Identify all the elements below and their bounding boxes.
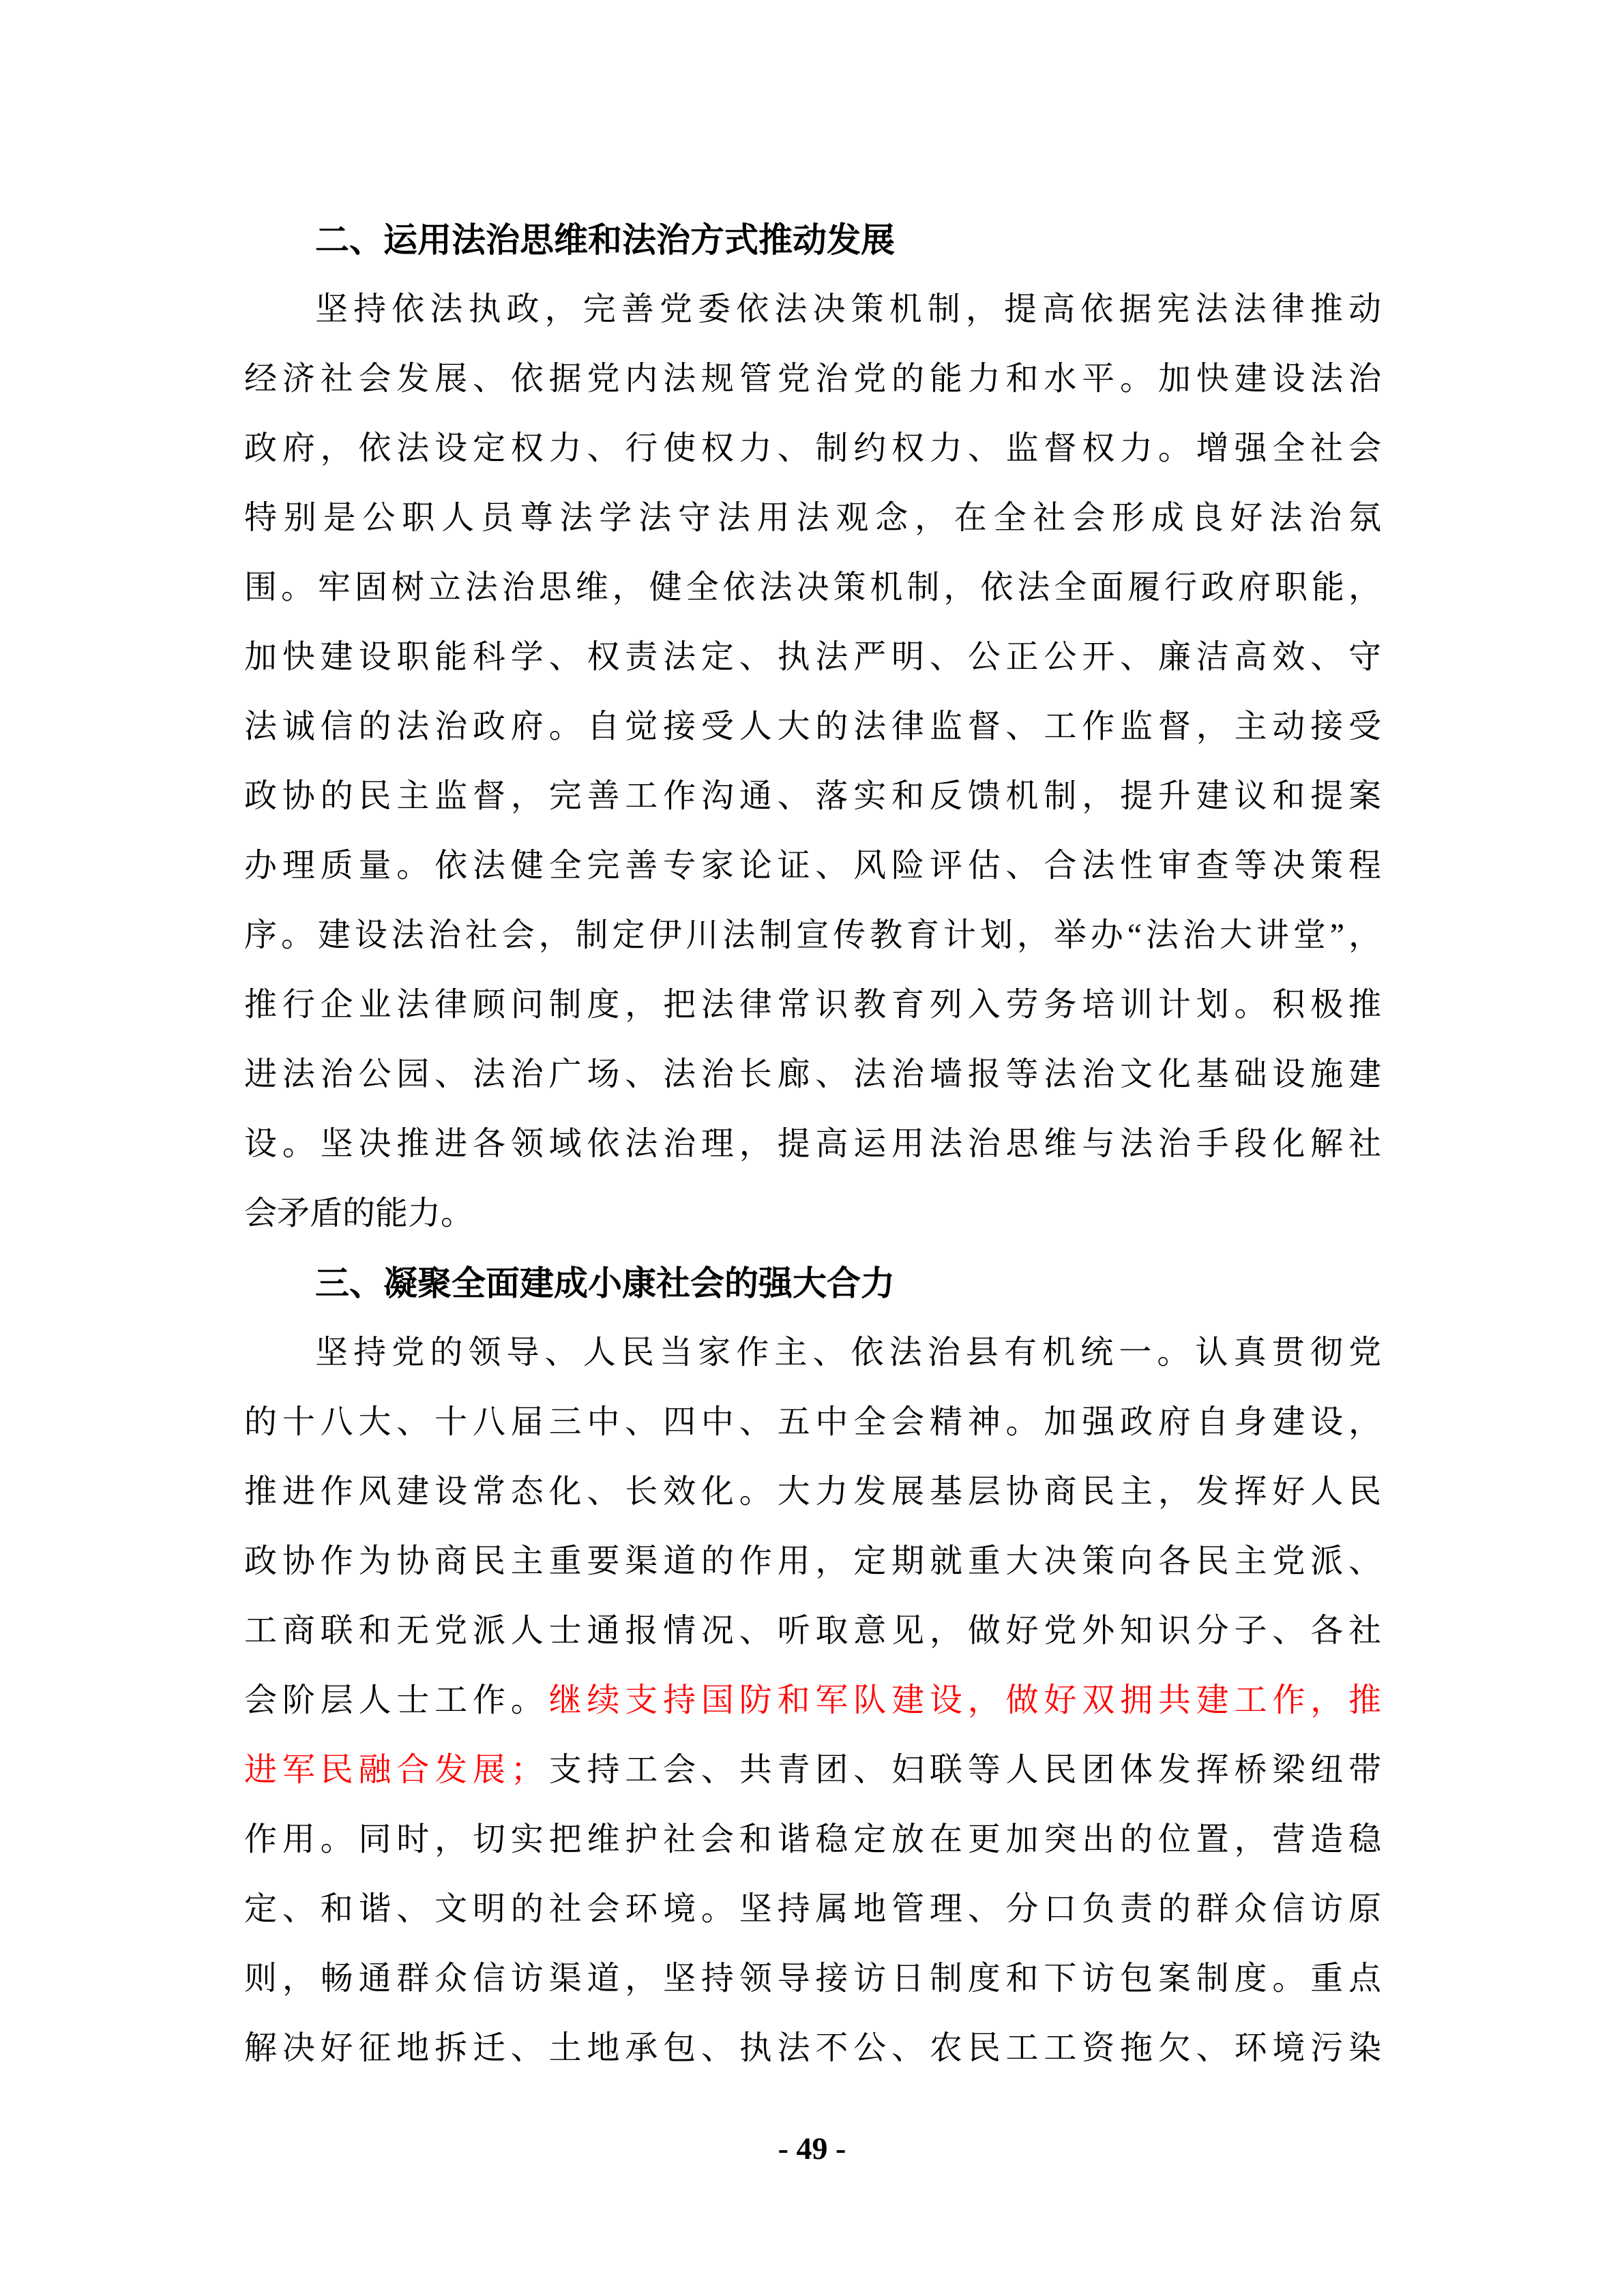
body-line [244, 1666, 1381, 1735]
text-segment: 的十八大、十八届三中、四中、五中全会精神。加强政府自身建设， [244, 1404, 1381, 1440]
text-segment: 序。建设法治社会，制定伊川法制宣传教育计划，举办“法治大讲堂”， [244, 917, 1381, 953]
text-segment: 推进作风建设常态化、长效化。大力发展基层协商民主，发挥好人民 [244, 1474, 1381, 1510]
report-body [244, 205, 1381, 2083]
text-segment: 政府，依法设定权力、行使权力、制约权力、监督权力。增强全社会 [244, 430, 1381, 466]
body-line [244, 1527, 1381, 1596]
body-line [244, 1735, 1381, 1805]
body-line [244, 692, 1381, 762]
text-segment: 政协作为协商民主重要渠道的作用，定期就重大决策向各民主党派、 [244, 1543, 1381, 1579]
text-segment: 坚持党的领导、人民当家作主、依法治县有机统一。认真贯彻党 [315, 1335, 1381, 1371]
text-segment: 加快建设职能科学、权责法定、执法严明、公正公开、廉洁高效、守 [244, 639, 1381, 675]
text-segment: 法诚信的法治政府。自觉接受人大的法律监督、工作监督，主动接受 [244, 709, 1381, 745]
body-line [244, 483, 1381, 553]
section-heading: 三、凝聚全面建成小康社会的强大合力 [315, 1264, 895, 1302]
body-line [244, 1805, 1381, 1875]
body-line [244, 1944, 1381, 2014]
body-line [244, 553, 1381, 623]
text-segment: 解决好征地拆迁、土地承包、执法不公、农民工工资拖欠、环境污染 [244, 2030, 1381, 2066]
text-segment: 坚持依法执政，完善党委依法决策机制，提高依据宪法法律推动 [315, 291, 1381, 327]
body-line [244, 1040, 1381, 1109]
text-segment: 设。坚决推进各领域依法治理，提高运用法治思维与法治手段化解社 [244, 1126, 1381, 1162]
text-segment: 进法治公园、法治广场、法治长廊、法治墙报等法治文化基础设施建 [244, 1056, 1381, 1092]
body-line [244, 1179, 1381, 1249]
text-segment: 定、和谐、文明的社会环境。坚持属地管理、分口负责的群众信访原 [244, 1891, 1381, 1927]
body-line [244, 831, 1381, 901]
body-line [244, 1457, 1381, 1527]
body-line [244, 414, 1381, 483]
body-line [244, 1388, 1381, 1457]
text-segment: 支持工会、共青团、妇联等人民团体发挥桥梁纽带 [543, 1752, 1381, 1788]
red-text-segment: 继续支持国防和军队建设，做好双拥共建工作，推 [548, 1682, 1381, 1718]
text-segment: 工商联和无党派人士通报情况、听取意见，做好党外知识分子、各社 [244, 1613, 1381, 1649]
text-segment: 特别是公职人员尊法学法守法用法观念，在全社会形成良好法治氛 [244, 500, 1381, 536]
section-heading: 二、运用法治思维和法治方式推动发展 [315, 221, 895, 259]
body-line [244, 623, 1381, 692]
body-line [244, 1109, 1381, 1179]
text-segment: 推行企业法律顾问制度，把法律常识教育列入劳务培训计划。积极推 [244, 987, 1381, 1023]
body-line [244, 1318, 1381, 1388]
text-segment: 经济社会发展、依据党内法规管党治党的能力和水平。加快建设法治 [244, 361, 1381, 397]
text-segment: 会阶层人士工作。 [244, 1682, 549, 1718]
body-line [244, 344, 1381, 414]
page-footer [0, 2130, 1624, 2166]
page-number: - 49 - [778, 2131, 846, 2166]
text-segment: 围。牢固树立法治思维，健全依法决策机制，依法全面履行政府职能， [244, 569, 1381, 606]
text-segment: 会矛盾的能力。 [244, 1195, 474, 1232]
body-line [244, 1596, 1381, 1666]
body-line [244, 901, 1381, 970]
body-line [244, 2014, 1381, 2083]
text-segment: 办理质量。依法健全完善专家论证、风险评估、合法性审查等决策程 [244, 848, 1381, 884]
red-text-segment: 进军民融合发展； [244, 1752, 544, 1788]
body-line [244, 970, 1381, 1040]
body-line [244, 275, 1381, 344]
body-line [244, 1875, 1381, 1944]
text-segment: 则，畅通群众信访渠道，坚持领导接访日制度和下访包案制度。重点 [244, 1960, 1381, 1997]
text-segment: 作用。同时，切实把维护社会和谐稳定放在更加突出的位置，营造稳 [244, 1821, 1381, 1858]
body-line [244, 762, 1381, 831]
text-segment: 政协的民主监督，完善工作沟通、落实和反馈机制，提升建议和提案 [244, 778, 1381, 814]
